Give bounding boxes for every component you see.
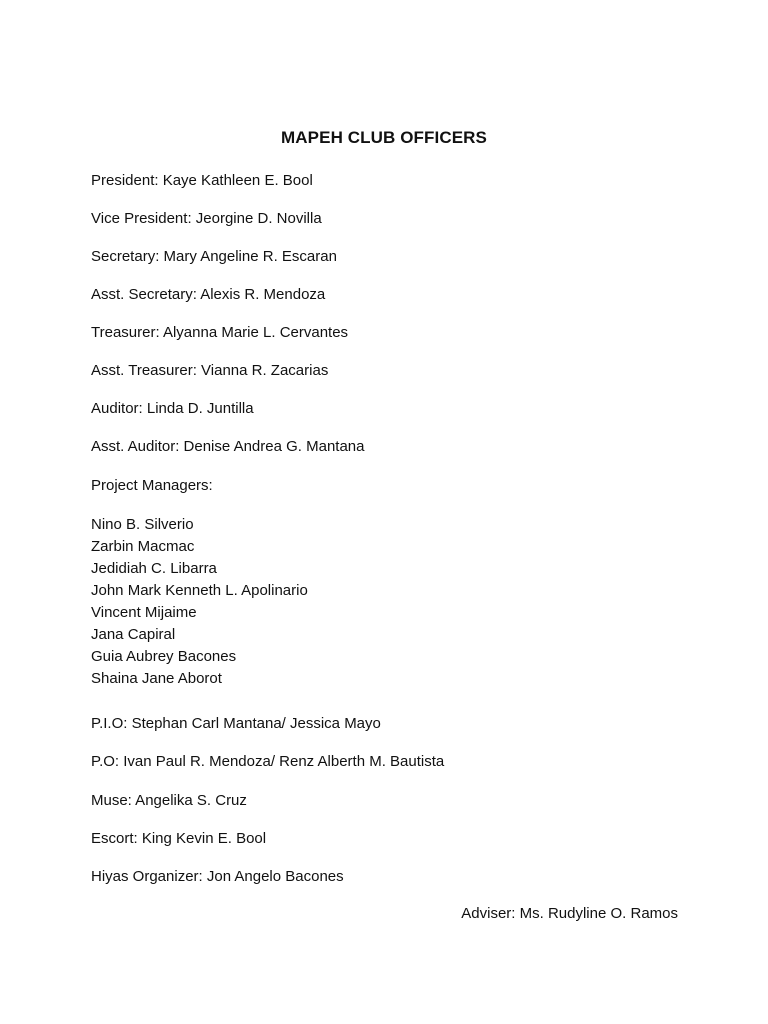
officer-muse: Muse: Angelika S. Cruz bbox=[91, 792, 247, 809]
officer-asst-secretary: Asst. Secretary: Alexis R. Mendoza bbox=[91, 286, 326, 303]
list-item: Jana Capiral bbox=[91, 626, 176, 643]
officer-po: P.O: Ivan Paul R. Mendoza/ Renz Alberth M. Bautista bbox=[91, 753, 445, 770]
officer-asst-auditor: Asst. Auditor: Denise Andrea G. Mantana bbox=[91, 438, 365, 455]
list-item: Vincent Mijaime bbox=[91, 604, 197, 621]
list-item: John Mark Kenneth L. Apolinario bbox=[91, 582, 308, 599]
document-title: MAPEH CLUB OFFICERS bbox=[281, 128, 487, 147]
list-item: Shaina Jane Aborot bbox=[91, 670, 222, 687]
officer-pio: P.I.O: Stephan Carl Mantana/ Jessica Mayo bbox=[91, 715, 381, 732]
list-item: Nino B. Silverio bbox=[91, 516, 194, 533]
officer-hiyas-organizer: Hiyas Organizer: Jon Angelo Bacones bbox=[91, 868, 344, 885]
officer-escort: Escort: King Kevin E. Bool bbox=[91, 830, 267, 847]
officer-auditor: Auditor: Linda D. Juntilla bbox=[91, 400, 254, 417]
adviser-line: Adviser: Ms. Rudyline O. Ramos bbox=[461, 905, 678, 922]
list-item: Zarbin Macmac bbox=[91, 538, 195, 555]
list-item: Guia Aubrey Bacones bbox=[91, 648, 237, 665]
officer-vice-president: Vice President: Jeorgine D. Novilla bbox=[91, 210, 322, 227]
officer-president: President: Kaye Kathleen E. Bool bbox=[91, 172, 313, 189]
project-managers-heading: Project Managers: bbox=[91, 477, 213, 494]
list-item: Jedidiah C. Libarra bbox=[91, 560, 217, 577]
project-managers-list bbox=[91, 514, 308, 690]
officer-secretary: Secretary: Mary Angeline R. Escaran bbox=[91, 248, 337, 265]
officer-treasurer: Treasurer: Alyanna Marie L. Cervantes bbox=[91, 324, 349, 341]
officer-asst-treasurer: Asst. Treasurer: Vianna R. Zacarias bbox=[91, 362, 329, 379]
